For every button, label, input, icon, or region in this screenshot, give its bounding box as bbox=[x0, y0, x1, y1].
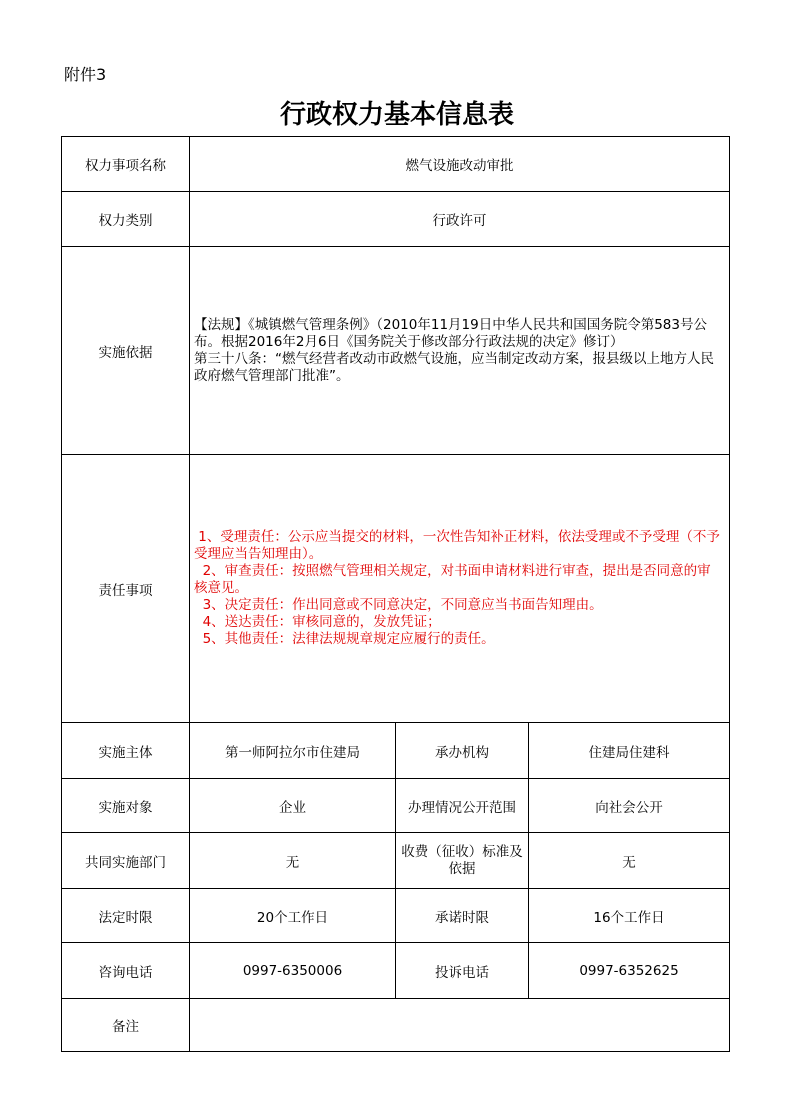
power-name-label: 权力事项名称 bbox=[62, 137, 190, 192]
responsibility-line: 4、送达责任：审核同意的，发放凭证； bbox=[194, 614, 441, 630]
subject-value: 第一师阿拉尔市住建局 bbox=[190, 723, 396, 779]
promised-deadline-label: 承诺时限 bbox=[396, 889, 529, 943]
page-title: 行政权力基本信息表 bbox=[279, 100, 514, 130]
target-label: 实施对象 bbox=[62, 779, 190, 833]
subject-label: 实施主体 bbox=[62, 723, 190, 779]
row-power-type bbox=[62, 192, 730, 247]
target-value: 企业 bbox=[190, 779, 396, 833]
joint-dept-label: 共同实施部门 bbox=[62, 833, 190, 889]
row-phone bbox=[62, 943, 730, 999]
row-subject bbox=[62, 723, 730, 779]
disclosure-scope-label: 办理情况公开范围 bbox=[396, 779, 529, 833]
handling-org-label: 承办机构 bbox=[396, 723, 529, 779]
handling-org-value: 住建局住建科 bbox=[529, 723, 730, 779]
responsibility-line: 3、决定责任：作出同意或不同意决定，不同意应当书面告知理由。 bbox=[194, 597, 603, 613]
basis-line: 【法规】《城镇燃气管理条例》（2010年11月19日中华人民共和国国务院令第583号公布。根据2016年2月6日《国务院关于修改部分行政法规的决定》修订） bbox=[194, 316, 707, 350]
remark-value bbox=[190, 999, 730, 1052]
basis-label: 实施依据 bbox=[62, 247, 190, 455]
row-target bbox=[62, 779, 730, 833]
row-power-name bbox=[62, 137, 730, 192]
complaint-phone-value: 0997-6352625 bbox=[529, 943, 730, 999]
row-basis bbox=[62, 247, 730, 455]
attachment-label: 附件3 bbox=[64, 65, 107, 84]
promised-deadline-value: 16个工作日 bbox=[529, 889, 730, 943]
complaint-phone-label: 投诉电话 bbox=[396, 943, 529, 999]
row-remark bbox=[62, 999, 730, 1052]
row-joint bbox=[62, 833, 730, 889]
basis-line: 第三十八条：“燃气经营者改动市政燃气设施，应当制定改动方案，报县级以上地方人民政府燃气管理部门批准”。 bbox=[194, 350, 714, 384]
responsibility-line: 5、其他责任：法律法规规章规定应履行的责任。 bbox=[194, 631, 495, 647]
disclosure-scope-value: 向社会公开 bbox=[529, 779, 730, 833]
responsibility-line: 1、受理责任：公示应当提交的材料，一次性告知补正材料，依法受理或不予受理（不予受理应当告知理由）。 bbox=[194, 529, 720, 562]
row-deadline bbox=[62, 889, 730, 943]
row-responsibility bbox=[62, 455, 730, 723]
consult-phone-value: 0997-6350006 bbox=[190, 943, 396, 999]
responsibility-line: 2、审查责任：按照燃气管理相关规定，对书面申请材料进行审查，提出是否同意的审核意见。 bbox=[194, 563, 711, 596]
consult-phone-label: 咨询电话 bbox=[62, 943, 190, 999]
responsibility-label: 责任事项 bbox=[62, 455, 190, 723]
basis-content bbox=[190, 247, 730, 455]
legal-deadline-label: 法定时限 bbox=[62, 889, 190, 943]
fee-standard-label: 收费（征收）标准及依据 bbox=[396, 833, 529, 889]
joint-dept-value: 无 bbox=[190, 833, 396, 889]
power-name-value: 燃气设施改动审批 bbox=[190, 137, 730, 192]
responsibility-content bbox=[190, 455, 730, 723]
remark-label: 备注 bbox=[62, 999, 190, 1052]
legal-deadline-value: 20个工作日 bbox=[190, 889, 396, 943]
power-type-label: 权力类别 bbox=[62, 192, 190, 247]
info-table bbox=[61, 136, 730, 1052]
power-type-value: 行政许可 bbox=[190, 192, 730, 247]
fee-standard-value: 无 bbox=[529, 833, 730, 889]
